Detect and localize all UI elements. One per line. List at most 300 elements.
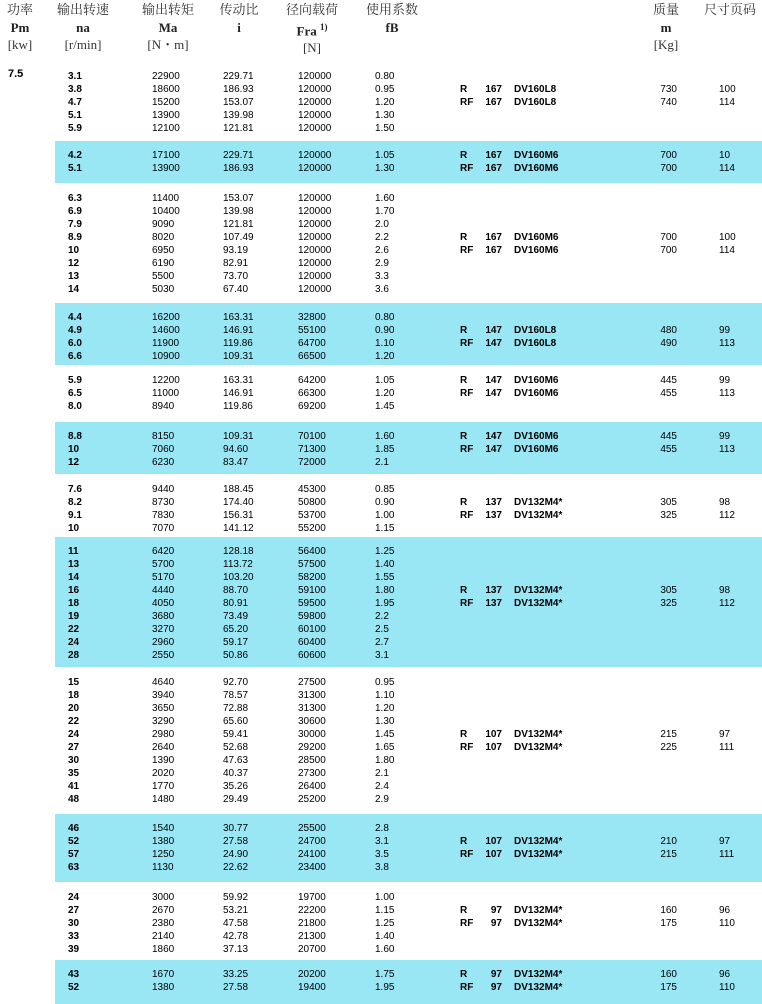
power-value: 7.5 — [8, 68, 24, 80]
ratio-cell: 72.88 — [223, 703, 249, 714]
speed-cell: 13 — [68, 271, 80, 282]
factor-cell: 2.1 — [375, 457, 389, 468]
ratio-cell: 65.60 — [223, 716, 249, 727]
speed-cell: 24 — [68, 637, 80, 648]
load-cell: 120000 — [298, 219, 332, 230]
motor-model-cell: DV132M4* — [514, 742, 563, 753]
header-factor — [360, 2, 424, 36]
ratio-cell: 24.90 — [223, 849, 249, 860]
ratio-cell: 33.25 — [223, 969, 249, 980]
factor-cell: 0.95 — [375, 84, 395, 95]
speed-cell: 11 — [68, 546, 79, 557]
speed-cell: 7.6 — [68, 484, 82, 495]
ratio-cell: 188.45 — [223, 484, 254, 495]
mass-cell: 445 — [660, 375, 677, 386]
torque-cell: 3270 — [152, 624, 175, 635]
speed-cell: 13 — [68, 559, 80, 570]
model-type-cell: R — [460, 497, 468, 508]
page-cell: 111 — [719, 849, 735, 860]
speed-cell: 27 — [68, 905, 80, 916]
torque-cell: 9440 — [152, 484, 175, 495]
page-cell: 113 — [719, 338, 735, 349]
ratio-cell: 27.58 — [223, 982, 249, 993]
factor-cell: 1.25 — [375, 546, 395, 557]
load-cell: 72000 — [298, 457, 326, 468]
motor-model-cell: DV132M4* — [514, 836, 563, 847]
ratio-cell: 174.40 — [223, 497, 254, 508]
factor-cell: 1.40 — [375, 559, 395, 570]
page-cell: 110 — [719, 918, 735, 929]
mass-cell: 305 — [660, 497, 677, 508]
header-ratio-label: 传动比 — [219, 3, 259, 18]
model-type-cell: RF — [460, 388, 474, 399]
model-type-cell: RF — [460, 163, 474, 174]
speed-cell: 14 — [68, 572, 80, 583]
speed-cell: 41 — [68, 781, 80, 792]
torque-cell: 2960 — [152, 637, 175, 648]
table-group — [55, 303, 762, 365]
ratio-cell: 52.68 — [223, 742, 249, 753]
model-type-cell: RF — [460, 982, 474, 993]
factor-cell: 1.05 — [375, 375, 395, 386]
speed-cell: 12 — [68, 258, 80, 269]
torque-cell: 10900 — [152, 351, 180, 362]
header-mass-label: 质量 — [652, 3, 679, 18]
header-speed-unit: [r/min] — [64, 37, 102, 52]
speed-cell: 22 — [68, 624, 80, 635]
factor-cell: 1.20 — [375, 351, 395, 362]
model-type-cell: R — [460, 729, 468, 740]
load-cell: 21300 — [298, 931, 326, 942]
model-size-cell: 137 — [485, 510, 502, 521]
page-cell: 98 — [719, 585, 731, 596]
model-size-cell: 107 — [485, 849, 502, 860]
torque-cell: 1540 — [152, 823, 175, 834]
factor-cell: 0.90 — [375, 497, 395, 508]
header-mass-unit: [Kg] — [653, 37, 679, 52]
speed-cell: 12 — [68, 457, 80, 468]
ratio-cell: 59.17 — [223, 637, 249, 648]
load-cell: 120000 — [298, 245, 332, 256]
load-cell: 21800 — [298, 918, 326, 929]
ratio-cell: 93.19 — [223, 245, 249, 256]
load-cell: 22200 — [298, 905, 326, 916]
header-load-unit: [N] — [302, 40, 322, 56]
model-type-cell: RF — [460, 598, 474, 609]
load-cell: 30000 — [298, 729, 326, 740]
load-cell: 59800 — [298, 611, 326, 622]
factor-cell: 1.05 — [375, 150, 395, 161]
speed-cell: 8.2 — [68, 497, 82, 508]
load-cell: 25500 — [298, 823, 326, 834]
ratio-cell: 146.91 — [223, 325, 254, 336]
page-cell: 110 — [719, 982, 735, 993]
torque-cell: 10400 — [152, 206, 180, 217]
ratio-cell: 30.77 — [223, 823, 249, 834]
factor-cell: 3.5 — [375, 849, 389, 860]
torque-cell: 17100 — [152, 150, 180, 161]
page-cell: 114 — [719, 97, 735, 108]
mass-cell: 325 — [660, 598, 677, 609]
factor-cell: 1.15 — [375, 523, 395, 534]
factor-cell: 1.60 — [375, 431, 395, 442]
ratio-cell: 121.81 — [223, 219, 254, 230]
motor-model-cell: DV160M6 — [514, 245, 559, 256]
factor-cell: 1.70 — [375, 206, 395, 217]
factor-cell: 1.30 — [375, 716, 395, 727]
ratio-cell: 109.31 — [223, 351, 254, 362]
mass-cell: 175 — [660, 982, 677, 993]
motor-model-cell: DV160L8 — [514, 97, 557, 108]
mass-cell: 700 — [660, 245, 677, 256]
load-cell: 32800 — [298, 312, 326, 323]
speed-cell: 8.0 — [68, 401, 82, 412]
ratio-cell: 186.93 — [223, 163, 254, 174]
model-size-cell: 167 — [485, 150, 502, 161]
ratio-cell: 47.58 — [223, 918, 249, 929]
speed-cell: 10 — [68, 523, 80, 534]
speed-cell: 6.3 — [68, 193, 82, 204]
factor-cell: 1.20 — [375, 97, 395, 108]
speed-cell: 8.8 — [68, 431, 82, 442]
speed-cell: 6.6 — [68, 351, 82, 362]
page-cell: 111 — [719, 742, 735, 753]
speed-cell: 4.2 — [68, 150, 82, 161]
motor-model-cell: DV160M6 — [514, 232, 559, 243]
speed-cell: 22 — [68, 716, 80, 727]
speed-cell: 48 — [68, 794, 80, 805]
motor-model-cell: DV160L8 — [514, 338, 557, 349]
torque-cell: 13900 — [152, 110, 180, 121]
torque-cell: 11000 — [152, 388, 180, 399]
header-power-unit: [kw] — [7, 37, 33, 52]
speed-cell: 24 — [68, 892, 80, 903]
factor-cell: 1.25 — [375, 918, 395, 929]
torque-cell: 1130 — [152, 862, 174, 873]
ratio-cell: 42.78 — [223, 931, 249, 942]
torque-cell: 2550 — [152, 650, 175, 661]
speed-cell: 19 — [68, 611, 80, 622]
load-cell: 28500 — [298, 755, 326, 766]
ratio-cell: 119.86 — [223, 401, 253, 412]
factor-cell: 1.30 — [375, 110, 395, 121]
mass-cell: 480 — [660, 325, 677, 336]
table-group — [55, 141, 762, 183]
load-cell: 120000 — [298, 284, 332, 295]
torque-cell: 3680 — [152, 611, 175, 622]
factor-cell: 2.6 — [375, 245, 389, 256]
ratio-cell: 82.91 — [223, 258, 249, 269]
mass-cell: 730 — [660, 84, 677, 95]
motor-model-cell: DV132M4* — [514, 969, 563, 980]
model-type-cell: RF — [460, 444, 474, 455]
ratio-cell: 92.70 — [223, 677, 249, 688]
ratio-cell: 37.13 — [223, 944, 249, 955]
torque-cell: 8730 — [152, 497, 175, 508]
ratio-cell: 139.98 — [223, 206, 254, 217]
model-type-cell: R — [460, 585, 468, 596]
factor-cell: 3.8 — [375, 862, 389, 873]
mass-cell: 490 — [660, 338, 677, 349]
motor-model-cell: DV132M4* — [514, 849, 563, 860]
torque-cell: 11400 — [152, 193, 180, 204]
model-type-cell: RF — [460, 510, 474, 521]
motor-model-cell: DV160L8 — [514, 84, 557, 95]
speed-cell: 10 — [68, 245, 80, 256]
header-mass — [644, 2, 688, 53]
header-mass-symbol: m — [660, 20, 672, 35]
model-type-cell: RF — [460, 918, 474, 929]
ratio-cell: 186.93 — [223, 84, 254, 95]
torque-cell: 5500 — [152, 271, 175, 282]
load-cell: 45300 — [298, 484, 326, 495]
ratio-cell: 103.20 — [223, 572, 254, 583]
page-cell: 97 — [719, 836, 731, 847]
load-cell: 55200 — [298, 523, 326, 534]
page-cell: 99 — [719, 325, 731, 336]
torque-cell: 9090 — [152, 219, 175, 230]
model-type-cell: R — [460, 836, 468, 847]
torque-cell: 12200 — [152, 375, 180, 386]
load-cell: 120000 — [298, 258, 332, 269]
speed-cell: 63 — [68, 862, 80, 873]
table-group — [55, 960, 762, 1004]
load-cell: 24700 — [298, 836, 326, 847]
speed-cell: 4.7 — [68, 97, 82, 108]
torque-cell: 1390 — [152, 755, 175, 766]
load-cell: 19700 — [298, 892, 326, 903]
header-load-label: 径向载荷 — [285, 3, 338, 18]
model-type-cell: RF — [460, 245, 474, 256]
model-type-cell: RF — [460, 849, 474, 860]
model-size-cell: 147 — [485, 388, 502, 399]
mass-cell: 305 — [660, 585, 677, 596]
header-power-label: 功率 — [6, 3, 33, 18]
mass-cell: 175 — [660, 918, 677, 929]
model-size-cell: 107 — [485, 742, 502, 753]
load-cell: 20200 — [298, 969, 326, 980]
mass-cell: 445 — [660, 431, 677, 442]
page-cell: 98 — [719, 497, 731, 508]
page-cell: 97 — [719, 729, 731, 740]
torque-cell: 7830 — [152, 510, 175, 521]
torque-cell: 2020 — [152, 768, 175, 779]
torque-cell: 4640 — [152, 677, 175, 688]
load-cell: 25200 — [298, 794, 326, 805]
motor-model-cell: DV160L8 — [514, 325, 557, 336]
speed-cell: 6.0 — [68, 338, 82, 349]
speed-cell: 15 — [68, 677, 80, 688]
model-type-cell: R — [460, 150, 468, 161]
load-cell: 23400 — [298, 862, 326, 873]
load-cell: 53700 — [298, 510, 326, 521]
page-cell: 99 — [719, 431, 731, 442]
model-type-cell: RF — [460, 742, 474, 753]
factor-cell: 1.80 — [375, 755, 395, 766]
torque-cell: 22900 — [152, 71, 180, 82]
page-cell: 112 — [719, 510, 735, 521]
factor-cell: 2.2 — [375, 232, 389, 243]
ratio-cell: 53.21 — [223, 905, 249, 916]
page-cell: 96 — [719, 969, 731, 980]
factor-cell: 3.3 — [375, 271, 389, 282]
speed-cell: 5.9 — [68, 123, 82, 134]
load-cell: 69200 — [298, 401, 326, 412]
header-speed-label: 输出转速 — [56, 3, 109, 18]
factor-cell: 1.20 — [375, 388, 395, 399]
torque-cell: 6950 — [152, 245, 175, 256]
speed-cell: 39 — [68, 944, 80, 955]
mass-cell: 325 — [660, 510, 677, 521]
torque-cell: 15200 — [152, 97, 180, 108]
load-cell: 30600 — [298, 716, 326, 727]
factor-cell: 0.80 — [375, 312, 395, 323]
factor-cell: 1.60 — [375, 944, 395, 955]
motor-model-cell: DV132M4* — [514, 598, 563, 609]
factor-cell: 1.10 — [375, 690, 395, 701]
mass-cell: 160 — [660, 905, 677, 916]
factor-cell: 2.7 — [375, 637, 389, 648]
torque-cell: 11900 — [152, 338, 180, 349]
motor-model-cell: DV132M4* — [514, 982, 563, 993]
table-header — [0, 0, 762, 60]
load-cell: 56400 — [298, 546, 326, 557]
mass-cell: 700 — [660, 232, 677, 243]
load-cell: 59100 — [298, 585, 326, 596]
speed-cell: 30 — [68, 918, 80, 929]
factor-cell: 1.95 — [375, 982, 395, 993]
factor-cell: 1.45 — [375, 401, 395, 412]
torque-cell: 1480 — [152, 794, 175, 805]
header-torque-label: 输出转矩 — [141, 3, 194, 18]
header-power-symbol: Pm — [10, 20, 30, 35]
factor-cell: 1.65 — [375, 742, 395, 753]
ratio-cell: 229.71 — [223, 71, 254, 82]
speed-cell: 5.1 — [68, 163, 82, 174]
load-cell: 120000 — [298, 71, 332, 82]
load-cell: 58200 — [298, 572, 326, 583]
ratio-cell: 22.62 — [223, 862, 249, 873]
ratio-cell: 153.07 — [223, 97, 254, 108]
load-cell: 57500 — [298, 559, 326, 570]
torque-cell: 7070 — [152, 523, 175, 534]
factor-cell: 0.80 — [375, 71, 395, 82]
model-size-cell: 147 — [485, 375, 502, 386]
factor-cell: 2.4 — [375, 781, 389, 792]
motor-model-cell: DV132M4* — [514, 729, 563, 740]
load-cell: 26400 — [298, 781, 326, 792]
header-torque-unit: [N・m] — [147, 37, 189, 52]
load-cell: 66500 — [298, 351, 326, 362]
motor-model-cell: DV160M6 — [514, 150, 559, 161]
factor-cell: 2.5 — [375, 624, 389, 635]
motor-model-cell: DV132M4* — [514, 510, 563, 521]
speed-cell: 8.9 — [68, 232, 82, 243]
page-cell: 10 — [719, 150, 731, 161]
speed-cell: 30 — [68, 755, 80, 766]
torque-cell: 8020 — [152, 232, 175, 243]
factor-cell: 1.40 — [375, 931, 395, 942]
page-cell: 113 — [719, 388, 735, 399]
speed-cell: 27 — [68, 742, 80, 753]
load-cell: 120000 — [298, 97, 332, 108]
ratio-cell: 73.49 — [223, 611, 249, 622]
mass-cell: 740 — [660, 97, 677, 108]
torque-cell: 1380 — [152, 982, 175, 993]
load-cell: 31300 — [298, 690, 326, 701]
header-factor-symbol: fB — [385, 20, 399, 35]
ratio-cell: 107.49 — [223, 232, 254, 243]
page-cell: 96 — [719, 905, 731, 916]
mass-cell: 160 — [660, 969, 677, 980]
ratio-cell: 109.31 — [223, 431, 254, 442]
model-type-cell: RF — [460, 97, 474, 108]
load-cell: 50800 — [298, 497, 326, 508]
mass-cell: 225 — [660, 742, 677, 753]
load-cell: 55100 — [298, 325, 326, 336]
speed-cell: 10 — [68, 444, 80, 455]
torque-cell: 1860 — [152, 944, 175, 955]
header-page — [698, 2, 762, 19]
ratio-cell: 153.07 — [223, 193, 254, 204]
ratio-cell: 35.26 — [223, 781, 249, 792]
torque-cell: 5030 — [152, 284, 175, 295]
torque-cell: 2980 — [152, 729, 175, 740]
page-cell: 113 — [719, 444, 735, 455]
model-type-cell: R — [460, 325, 468, 336]
ratio-cell: 121.81 — [223, 123, 254, 134]
torque-cell: 3650 — [152, 703, 175, 714]
model-type-cell: R — [460, 84, 468, 95]
model-type-cell: R — [460, 232, 468, 243]
load-cell: 60400 — [298, 637, 326, 648]
header-torque — [133, 2, 203, 53]
speed-cell: 18 — [68, 690, 80, 701]
model-size-cell: 147 — [485, 431, 502, 442]
torque-cell: 4440 — [152, 585, 175, 596]
model-size-cell: 167 — [485, 97, 502, 108]
ratio-cell: 146.91 — [223, 388, 254, 399]
ratio-cell: 27.58 — [223, 836, 249, 847]
load-cell: 120000 — [298, 123, 332, 134]
header-page-label: 尺寸页码 — [703, 3, 756, 18]
factor-cell: 3.1 — [375, 650, 389, 661]
motor-model-cell: DV160M6 — [514, 444, 559, 455]
load-cell: 120000 — [298, 206, 332, 217]
load-cell: 120000 — [298, 110, 332, 121]
load-cell: 24100 — [298, 849, 326, 860]
factor-cell: 1.45 — [375, 729, 395, 740]
header-factor-label: 使用系数 — [365, 3, 418, 18]
speed-cell: 43 — [68, 969, 80, 980]
ratio-cell: 141.12 — [223, 523, 254, 534]
table-group — [55, 366, 762, 421]
speed-cell: 4.4 — [68, 312, 82, 323]
load-cell: 71300 — [298, 444, 326, 455]
ratio-cell: 78.57 — [223, 690, 249, 701]
speed-cell: 5.1 — [68, 110, 82, 121]
motor-model-cell: DV160M6 — [514, 431, 559, 442]
speed-cell: 28 — [68, 650, 80, 661]
speed-cell: 5.9 — [68, 375, 82, 386]
ratio-cell: 88.70 — [223, 585, 249, 596]
torque-cell: 6230 — [152, 457, 175, 468]
motor-model-cell: DV160M6 — [514, 163, 559, 174]
load-cell: 120000 — [298, 150, 332, 161]
speed-cell: 4.9 — [68, 325, 82, 336]
ratio-cell: 94.60 — [223, 444, 249, 455]
mass-cell: 700 — [660, 163, 677, 174]
